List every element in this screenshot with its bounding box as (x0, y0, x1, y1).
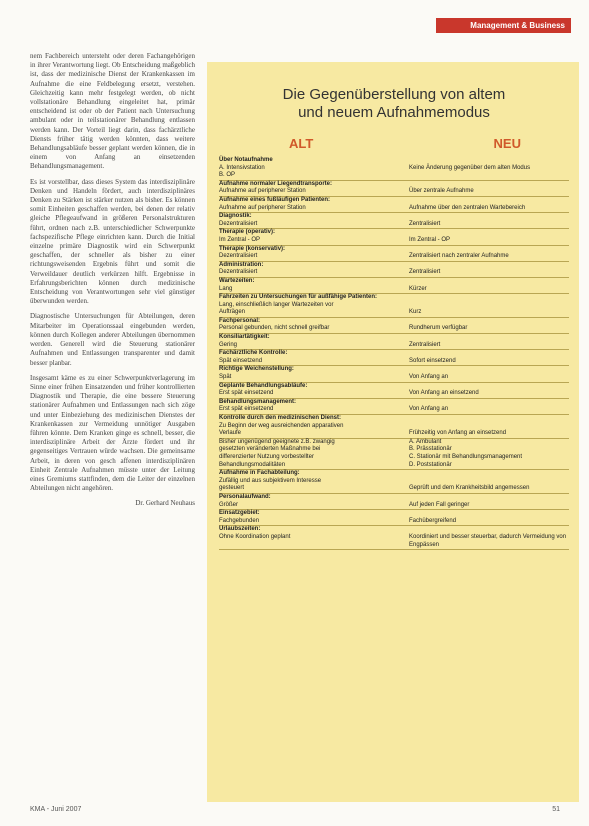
section-heading: Konsiliartätigkeit: (219, 334, 270, 341)
comparison-line (219, 502, 569, 510)
alt-value: Fachgebunden (219, 517, 260, 524)
neu-value (409, 423, 569, 431)
section-heading: Einsatzgebiet: (219, 510, 260, 517)
paragraph: Insgesamt käme es zu einer Schwerpunktverlagerung im Sinne einer frühen Einsatzenden und früher kontrollierten Diagnostik und Therapie, die eine bessere Steuerung stationärer Aufnahmen und Entlassungen nach sich zöge und unter Einbeziehung des medizinischen Dienstes der Krankenkassen zur Vermeidung unnötiger Ausgaben führen könnte. Dem Kranken ginge es schnell, besser, die interdisziplinäre Arbeit der Ärzte fördert und ihr gegenseitiges Vertrauen würde wachsen. Die gemeinsame Arbeit, in deren von gesch affenen interdisziplinären Einheit Zentrale Aufnahmen müsste unter der Leitung eines Gremiums stattfinden, dem die Leiter der einzelnen Abteilungen nicht angehören. (30, 373, 195, 493)
alt-value: Aufnahme auf peripherer Station (219, 188, 306, 195)
neu-value: Fachübergreifend (409, 517, 457, 524)
alt-value: Verlaufe (219, 430, 242, 437)
section-heading: Fachärztliche Kontrolle: (219, 350, 288, 357)
comparison-section (219, 278, 569, 294)
section-heading: Über Notaufnahme (219, 157, 273, 163)
comparison-section (219, 366, 569, 382)
section-heading: Aufnahme normaler Liegendtransporte: (219, 180, 333, 187)
comparison-line (219, 462, 569, 470)
neu-value: D. Poststationär (409, 461, 452, 468)
comparison-section (219, 262, 569, 278)
comparison-section (219, 494, 569, 510)
alt-value: gesteuert (219, 485, 245, 492)
comparison-section (219, 334, 569, 350)
alt-value: Lang, einschließlich langer Wartezeiten vor (219, 301, 334, 308)
neu-value: Von Anfang an (409, 374, 449, 381)
alt-value: Dezentralisiert (219, 220, 258, 227)
article-column (30, 52, 195, 509)
neu-value: Zentralisiert (409, 220, 441, 227)
section-heading: Therapie (operativ): (219, 229, 276, 236)
comparison-line (219, 446, 569, 454)
section-heading: Richtige Weichenstellung: (219, 366, 294, 373)
comparison-section (219, 350, 569, 366)
neu-value: Keine Änderung gegenüber dem alten Modus (409, 164, 531, 171)
alt-value: Erst spät einsetzend (219, 390, 274, 397)
neu-value: Kürzer (409, 285, 427, 292)
alt-value: Spät (219, 374, 232, 381)
comparison-line (219, 269, 569, 277)
neu-value: Koordiniert und besser steuerbar, dadurch Vermeidung von Engpässen (409, 533, 567, 548)
comparison-section (219, 197, 569, 213)
alt-value: Bisher ungenügend geeignete z.B. zwangig (219, 438, 335, 445)
neu-value (409, 302, 569, 310)
neu-value: Zentralisiert nach zentraler Aufnahme (409, 253, 509, 260)
comparison-section (219, 510, 569, 526)
neu-value: Zentralisiert (409, 341, 441, 348)
box-title-line: und neuem Aufnahmemodus (298, 104, 490, 121)
comparison-line (219, 205, 569, 213)
comparison-line (219, 237, 569, 245)
column-headers (219, 136, 569, 151)
header-neu: NEU (493, 136, 521, 151)
header-alt: ALT (289, 136, 314, 151)
alt-value: Im Zentral - OP (219, 236, 261, 243)
comparison-line (219, 358, 569, 366)
comparison-line (219, 342, 569, 350)
neu-value: Frühzeitig von Anfang an einsetzend (409, 430, 507, 437)
comparison-line (219, 325, 569, 333)
alt-value: Zu Beginn der weg ausreichenden apparativen (219, 422, 344, 429)
box-title-line: Die Gegenüberstellung von altem (282, 86, 506, 103)
comparison-line (219, 485, 569, 493)
comparison-line (219, 309, 569, 317)
section-heading: Diagnostik: (219, 213, 252, 220)
neu-value: Von Anfang an einsetzend (409, 390, 479, 397)
comparison-section (219, 181, 569, 197)
neu-value: B. Prässtationär (409, 446, 452, 453)
comparison-line (219, 423, 569, 431)
alt-value: B. OP (219, 172, 236, 179)
comparison-line (219, 406, 569, 414)
neu-value: C. Stationär mit Behandlungsmanagement (409, 453, 523, 460)
comparison-line (219, 253, 569, 261)
comparison-section (219, 294, 569, 318)
alt-value: Erst spät einsetzend (219, 406, 274, 413)
paragraph: Diagnostische Untersuchungen für Abteilungen, deren Mitarbeiter im Operationssaal eingebunden werden, können durch Kollegen anderer Abteilungen übernommen werden. Generell wird die Steuerung stationärer Aufnahmen und Entlassungen transparenter und damit besser planbar. (30, 312, 195, 367)
alt-value: Personal gebunden, nicht schnell greifbar (219, 325, 330, 332)
comparison-line (219, 221, 569, 229)
comparison-section (219, 213, 569, 229)
comparison-section (219, 157, 569, 181)
alt-value: Gering (219, 341, 238, 348)
author: Dr. Gerhard Neuhaus (135, 499, 195, 508)
comparison-line (219, 454, 569, 462)
section-heading: Aufnahme in Fachabteilung: (219, 470, 300, 477)
alt-value: Dezentralisiert (219, 269, 258, 276)
page-footer (30, 806, 560, 813)
comparison-section (219, 246, 569, 262)
section-heading: Fachpersonal: (219, 317, 261, 324)
section-heading: Wartezeiten: (219, 277, 255, 284)
comparison-line (219, 188, 569, 196)
section-heading: Administration: (219, 261, 264, 268)
comparison-section (219, 399, 569, 415)
neu-value (409, 478, 569, 486)
comparison-section (219, 415, 569, 439)
comparison-section (219, 229, 569, 245)
alt-value: Aufnahme auf peripherer Station (219, 204, 306, 211)
comparison-line (219, 286, 569, 294)
alt-value: Größer (219, 501, 239, 508)
alt-value: gesetzten veränderten Maßnahme bei (219, 446, 321, 453)
comparison-line (219, 374, 569, 382)
section-tag (436, 18, 571, 33)
neu-value: Zentralisiert (409, 269, 441, 276)
neu-value: Im Zentral - OP (409, 236, 451, 243)
neu-value: Von Anfang an (409, 406, 449, 413)
section-heading: Personalaufwand: (219, 493, 271, 500)
neu-value: Kurz (409, 309, 422, 316)
neu-value: Sofort einsetzend (409, 357, 456, 364)
box-title (219, 86, 569, 122)
section-heading: Fahrzeiten zu Untersuchungen für außfähige Patienten: (219, 294, 378, 301)
comparison-line (219, 302, 569, 310)
neu-value: Aufnahme über den zentralen Wartebereich (409, 204, 526, 211)
comparison-line (219, 165, 569, 173)
comparison-line (219, 518, 569, 526)
paragraph: nem Fachbereich untersteht oder deren Fachangehörigen in ihrer Verantwortung liegt. Ob Entscheidung maßgeblich ist, dass der medizinische Dienst der Krankenkassen im Aufnahme die eine Feldbelegung ersetzt, verstehen. Gleichzeitig kann mehr festgelegt werden, ob nicht vollstationäre Behandlung eingeleitet hat, primär entscheidend ist oder ob der Patient nach Untersuchung ambulant oder in teilstationärer Behandlung entlassen werden kann. Der Vorteil liegt darin, dass fachärztliche Diensts früher tätig werden könnten, dass weitere Behandlungsabläufe besser geplant werden können, die in einem von Anfang an einsetzenden Behandlungsmanagement. (30, 52, 195, 171)
comparison-section (219, 383, 569, 399)
section-heading: Kontrolle durch den medizinischen Dienst: (219, 415, 342, 421)
section-heading: Urlaubszeiten: (219, 526, 261, 533)
section-heading: Geplante Behandlungsabläufe: (219, 382, 308, 389)
section-heading: Therapie (konservativ): (219, 245, 286, 252)
alt-value: Lang (219, 285, 233, 292)
comparison-line (219, 534, 569, 549)
section-heading: Behandlungsmanagement: (219, 398, 297, 405)
alt-value: Dezentralisiert (219, 253, 258, 260)
neu-value (409, 172, 569, 180)
alt-value: Spät einsetzend (219, 357, 263, 364)
comparison-section (219, 439, 569, 470)
alt-value: Behandlungsmodalitäten (219, 461, 286, 468)
comparison-line (219, 478, 569, 486)
alt-value: Zufällig und aus subjektivem Interesse (219, 477, 322, 484)
alt-value: differenzierter Nutzung vorbestellter (219, 453, 314, 460)
alt-value: Ohne Koordination geplant (219, 533, 291, 540)
comparison-section (219, 318, 569, 334)
neu-value: A. Ambulant (409, 438, 442, 445)
footer-issue: KMA - Juni 2007 (30, 806, 82, 813)
page-number: 51 (552, 806, 560, 813)
neu-value: Auf jeden Fall geringer (409, 501, 470, 508)
comparison-line (219, 430, 569, 438)
comparison-line (219, 390, 569, 398)
neu-value: Über zentrale Aufnahme (409, 188, 474, 195)
comparison-line (219, 172, 569, 180)
neu-value: Geprüft und dem Krankheitsbild angemessen (409, 485, 530, 492)
alt-value: Aufträgen (219, 309, 246, 316)
alt-value: A. Intensivstation (219, 164, 265, 171)
section-tag-label: Management & Business (470, 21, 565, 30)
comparison-section (219, 470, 569, 494)
section-heading: Aufnahme eines fußläufigen Patienten: (219, 196, 331, 203)
paragraph: Es ist vorstellbar, dass dieses System das interdisziplinäre Denken und Handeln fördert, auch interdisziplinäres Denken zu Stärken ist stärker nutzen als bisher. Es können somit Einheiten geschaffen werden, bei denen der relativ gleiche Pflegeaufwand in größeren Personalstrukturen führt, ordnen nach z.B. unterschiedlicher Schwerpunkte fachspezifische Pflege einrichten kann. Durch die Initial einzelne primäre Diagnostik wird ein Schwerpunkt geschaffen, der schneller als bisher zu einer richtungsweisenden Ergebnis führt und somit die Verweildauer deutlich verkürzen hilft. Ergebnisse in Erfahrungsberichten können durch medizinische Entscheidung von Verantwortungen sehr viel günstiger überwunden werden. (30, 177, 195, 306)
comparison-rows (219, 157, 569, 550)
comparison-section (219, 526, 569, 550)
comparison-line (219, 439, 569, 447)
neu-value: Rundherum verfügbar (409, 325, 468, 332)
comparison-box (207, 62, 579, 802)
